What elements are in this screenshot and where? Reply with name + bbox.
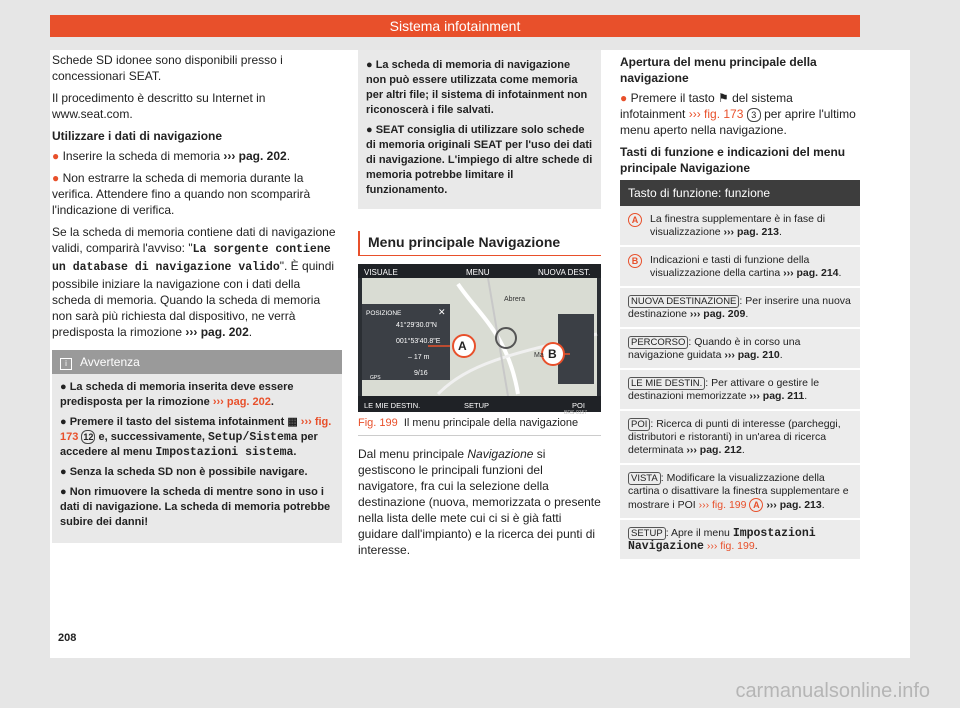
text: : Modificare la visualizzazione della cartina o disattivare la finestra supplementare e mostrare i POI: [628, 472, 849, 511]
table-row: [620, 206, 860, 247]
paragraph: [358, 446, 601, 558]
town-label: Abrera: [504, 296, 526, 303]
subheading: Utilizzare i dati di navigazione: [52, 129, 223, 143]
text: Premere il tasto del sistema infotainment: [69, 416, 288, 428]
punct: .: [248, 325, 253, 339]
text: La scheda di memoria inserita deve essere predisposta per la rimozione: [60, 381, 294, 408]
page-ref-link[interactable]: ››› pag. 202: [223, 149, 287, 163]
warning-title: Avvertenza: [80, 355, 140, 369]
latitude: 41°29'30.0"N: [396, 322, 437, 329]
note-item: ● La scheda di memoria di navigazione non può essere utilizzata come memoria per altri file; il sistema di infotainment non riconoscerà i file salvati.: [366, 59, 588, 116]
column-left: [52, 52, 342, 543]
callout-b-label: B: [548, 347, 557, 361]
function-key-label: VISTA: [628, 472, 661, 485]
text: Indicazioni e tasti di funzione della visualizzazione della cartina: [650, 254, 810, 279]
function-key-label: PERCORSO: [628, 336, 688, 349]
mono-text: La sorgente contiene un database di navigazione valido: [52, 243, 331, 274]
callout-number: 12: [83, 432, 94, 443]
page-ref-link[interactable]: ››› pag. 202: [185, 325, 249, 339]
punct: .: [838, 267, 842, 279]
table-row: [620, 288, 860, 329]
page-number: 208: [58, 632, 77, 644]
button-poi[interactable]: POI: [572, 401, 585, 410]
text: si gestiscono le principali funzioni del navigatore, fra cui la selezione della destinazione (nuova, memorizzata o presente nella lista delle mete cui ci si è già fatti guidare dall'impianto) e la ricerca dei punti di interesse.: [358, 447, 601, 557]
warning-item: ● Non rimuovere la scheda di mentre sono in uso i dati di navigazione. La scheda di memoria potrebbe subire dei danni!: [60, 486, 331, 528]
text: : Per inserire una nuova destinazione: [628, 295, 851, 320]
tab-menu[interactable]: MENU: [466, 268, 490, 277]
key-cell: [628, 254, 650, 280]
panel-close-icon[interactable]: ✕: [438, 307, 446, 317]
gps-label: GPS: [370, 375, 381, 381]
warning-item: ● Senza la scheda SD non è possibile navigare.: [60, 466, 308, 478]
punct: .: [804, 390, 808, 402]
text: : Ricerca di punti di interesse (parcheggi, distributori e ristoranti) in un'area di ricerca determinata: [628, 418, 841, 456]
text: per accedere al menu: [60, 431, 318, 458]
text: Non rimuovere la scheda di mentre sono in uso i dati di navigazione. La scheda di memoria potrebbe subire dei danni!: [60, 486, 331, 528]
watermark: carmanualsonline.info: [735, 680, 930, 702]
figure-navigation-screen: [358, 264, 601, 416]
caption-text: Il menu principale della navigazione: [403, 417, 579, 429]
tab-visuale[interactable]: VISUALE: [364, 268, 398, 277]
punct: .: [778, 226, 782, 238]
text: SEAT consiglia di utilizzare solo schede di memoria originali SEAT per l'uso dei dati di navigazione. L'impiego di altre schede di memoria potrebbe limitare il funzionamento.: [366, 124, 593, 196]
satellites: 9/16: [414, 370, 428, 377]
text: per aprire l'ultimo menu aperto nella navigazione.: [620, 107, 856, 137]
page-ref-link[interactable]: ››› pag. 212: [686, 444, 742, 456]
note-item: ● SEAT consiglia di utilizzare solo schede di memoria originali SEAT per l'uso dei dati di navigazione. L'impiego di altre schede di memoria potrebbe limitare il funzionamento.: [366, 124, 593, 196]
bullet-text: Non estrarre la scheda di memoria durante la verifica. Attendere fino a quando non scomparirà l'indicazione di verifica.: [52, 171, 311, 217]
page-ref-link[interactable]: ››› pag. 209: [689, 308, 746, 320]
fig-ref-link[interactable]: ››› fig. 173: [60, 416, 332, 443]
text: : Quando è in corso una navigazione guidata: [628, 336, 801, 361]
mono-text: Setup/Sistema: [207, 431, 298, 444]
mono-text: Impostazioni sistema: [155, 446, 294, 459]
text: e, successivamente,: [95, 431, 208, 443]
fig-ref-link[interactable]: ››› fig. 173: [688, 107, 744, 121]
fig-ref-link[interactable]: ››› fig. 199: [706, 540, 755, 552]
table-row: [620, 370, 860, 411]
text: : Apre il menu: [665, 527, 733, 539]
section-title: Menu principale Navigazione: [358, 231, 601, 256]
warning-item: ● Premere il tasto del sistema infotainment ▦ ››› fig. 173 12 e, successivamente, Setup/Sistema per accedere al menu Impostazioni sistema.: [60, 416, 332, 459]
italic-text: Navigazione: [467, 447, 534, 461]
table-row: [620, 520, 860, 561]
column-middle: [358, 50, 601, 564]
function-key-label: SETUP: [628, 527, 666, 540]
punct: .: [821, 499, 825, 511]
figure-code: BRS-0157: [564, 410, 588, 416]
text: Se la scheda di memoria contiene dati di navigazione validi, comparirà l'avviso: ": [52, 225, 336, 255]
text: Premere il tasto: [630, 91, 718, 105]
callout-letter: B: [628, 254, 642, 268]
function-key-label: POI: [628, 418, 650, 431]
panel-title: POSIZIONE: [366, 310, 402, 317]
text: : Per attivare o gestire le destinazioni memorizzate: [628, 377, 820, 402]
navigation-flag-icon: ⚑: [717, 91, 729, 105]
text: La scheda di memoria di navigazione non può essere utilizzata come memoria per altri file; il sistema di infotainment non riconoscerà i file salvati.: [366, 59, 588, 116]
paragraph: [52, 224, 342, 340]
page-ref-link[interactable]: ››› pag. 210: [724, 349, 780, 361]
function-key-label: NUOVA DESTINAZIONE: [628, 295, 739, 308]
punct: .: [293, 446, 297, 458]
punct: .: [741, 444, 745, 456]
text: del sistema infotainment: [620, 91, 793, 121]
key-cell: [628, 213, 650, 239]
bullet-item: [52, 148, 342, 164]
header-title: Sistema infotainment: [389, 18, 521, 34]
page-ref-link[interactable]: ››› pag. 202: [212, 396, 271, 408]
text: Dal menu principale: [358, 447, 468, 461]
warning-body: [52, 374, 342, 543]
caption-label: Fig. 199: [358, 417, 398, 429]
desc-cell: [650, 213, 852, 239]
punct: .: [779, 349, 783, 361]
bullet-item: [620, 90, 860, 138]
bullet-text: Inserire la scheda di memoria: [62, 149, 224, 163]
subheading: Apertura del menu principale della navigazione: [620, 55, 817, 85]
menu-grid-icon: ▦: [287, 416, 301, 428]
punct: .: [270, 396, 274, 408]
table-row: [620, 465, 860, 520]
text: Senza la scheda SD non è possibile navigare.: [69, 466, 308, 478]
page-header: [50, 15, 860, 37]
bullet-item: [52, 170, 342, 218]
fig-ref-link[interactable]: ››› fig. 199: [698, 499, 747, 511]
mono-text: Impostazioni Navigazione: [628, 527, 816, 553]
nav-screen-svg: [358, 264, 601, 412]
punct: .: [286, 149, 291, 163]
note-box: [358, 50, 601, 209]
warning-box: [52, 350, 342, 543]
bullet-icon: ●: [52, 149, 63, 163]
desc-cell: [650, 254, 852, 280]
bullet-icon: ●: [620, 91, 631, 105]
callout-a-label: A: [458, 339, 467, 353]
info-icon: i: [60, 358, 72, 370]
function-key-label: LE MIE DESTIN.: [628, 377, 705, 390]
subheading: Tasti di funzione e indicazioni del menu principale Navigazione: [620, 145, 846, 175]
text: ". È quindi possibile iniziare la navigazione con i dati della scheda di memoria. Quando la scheda di memoria non sarà più richiesta dal dispositivo, ne verrà predisposta la rimozione: [52, 259, 335, 339]
punct: .: [754, 540, 758, 552]
text: La finestra supplementare è in fase di visualizzazione: [650, 213, 826, 238]
table-row: [620, 329, 860, 370]
paragraph: Il procedimento è descritto su Internet in www.seat.com.: [52, 91, 266, 121]
table-row: [620, 411, 860, 465]
bullet-icon: ●: [52, 171, 63, 185]
page-ref-link[interactable]: ››› pag. 211: [749, 390, 805, 402]
page-ref-link[interactable]: ››› pag. 214: [783, 267, 839, 279]
table-header: Tasto di funzione: funzione: [620, 180, 860, 206]
callout-letter: A: [749, 498, 763, 512]
town-label: Ma: [534, 352, 544, 359]
punct: .: [745, 308, 749, 320]
tab-nuova-dest[interactable]: NUOVA DEST.: [538, 268, 591, 277]
button-le-mie-destin[interactable]: LE MIE DESTIN.: [364, 401, 421, 410]
longitude: 001°53'40.8"E: [396, 338, 441, 345]
table-row: [620, 247, 860, 288]
warning-item: ● La scheda di memoria inserita deve essere predisposta per la rimozione ››› pag. 202.: [60, 381, 294, 408]
callout-letter: A: [628, 213, 642, 227]
altitude: – 17 m: [408, 354, 430, 361]
page-ref-link[interactable]: ››› pag. 213: [723, 226, 779, 238]
button-setup[interactable]: SETUP: [464, 401, 490, 410]
warning-header: [52, 350, 342, 374]
callout-number: 3: [747, 108, 761, 122]
paragraph: Schede SD idonee sono disponibili presso i concessionari SEAT.: [52, 53, 283, 83]
page-ref-link[interactable]: ››› pag. 213: [766, 499, 822, 511]
column-right: [620, 50, 860, 561]
